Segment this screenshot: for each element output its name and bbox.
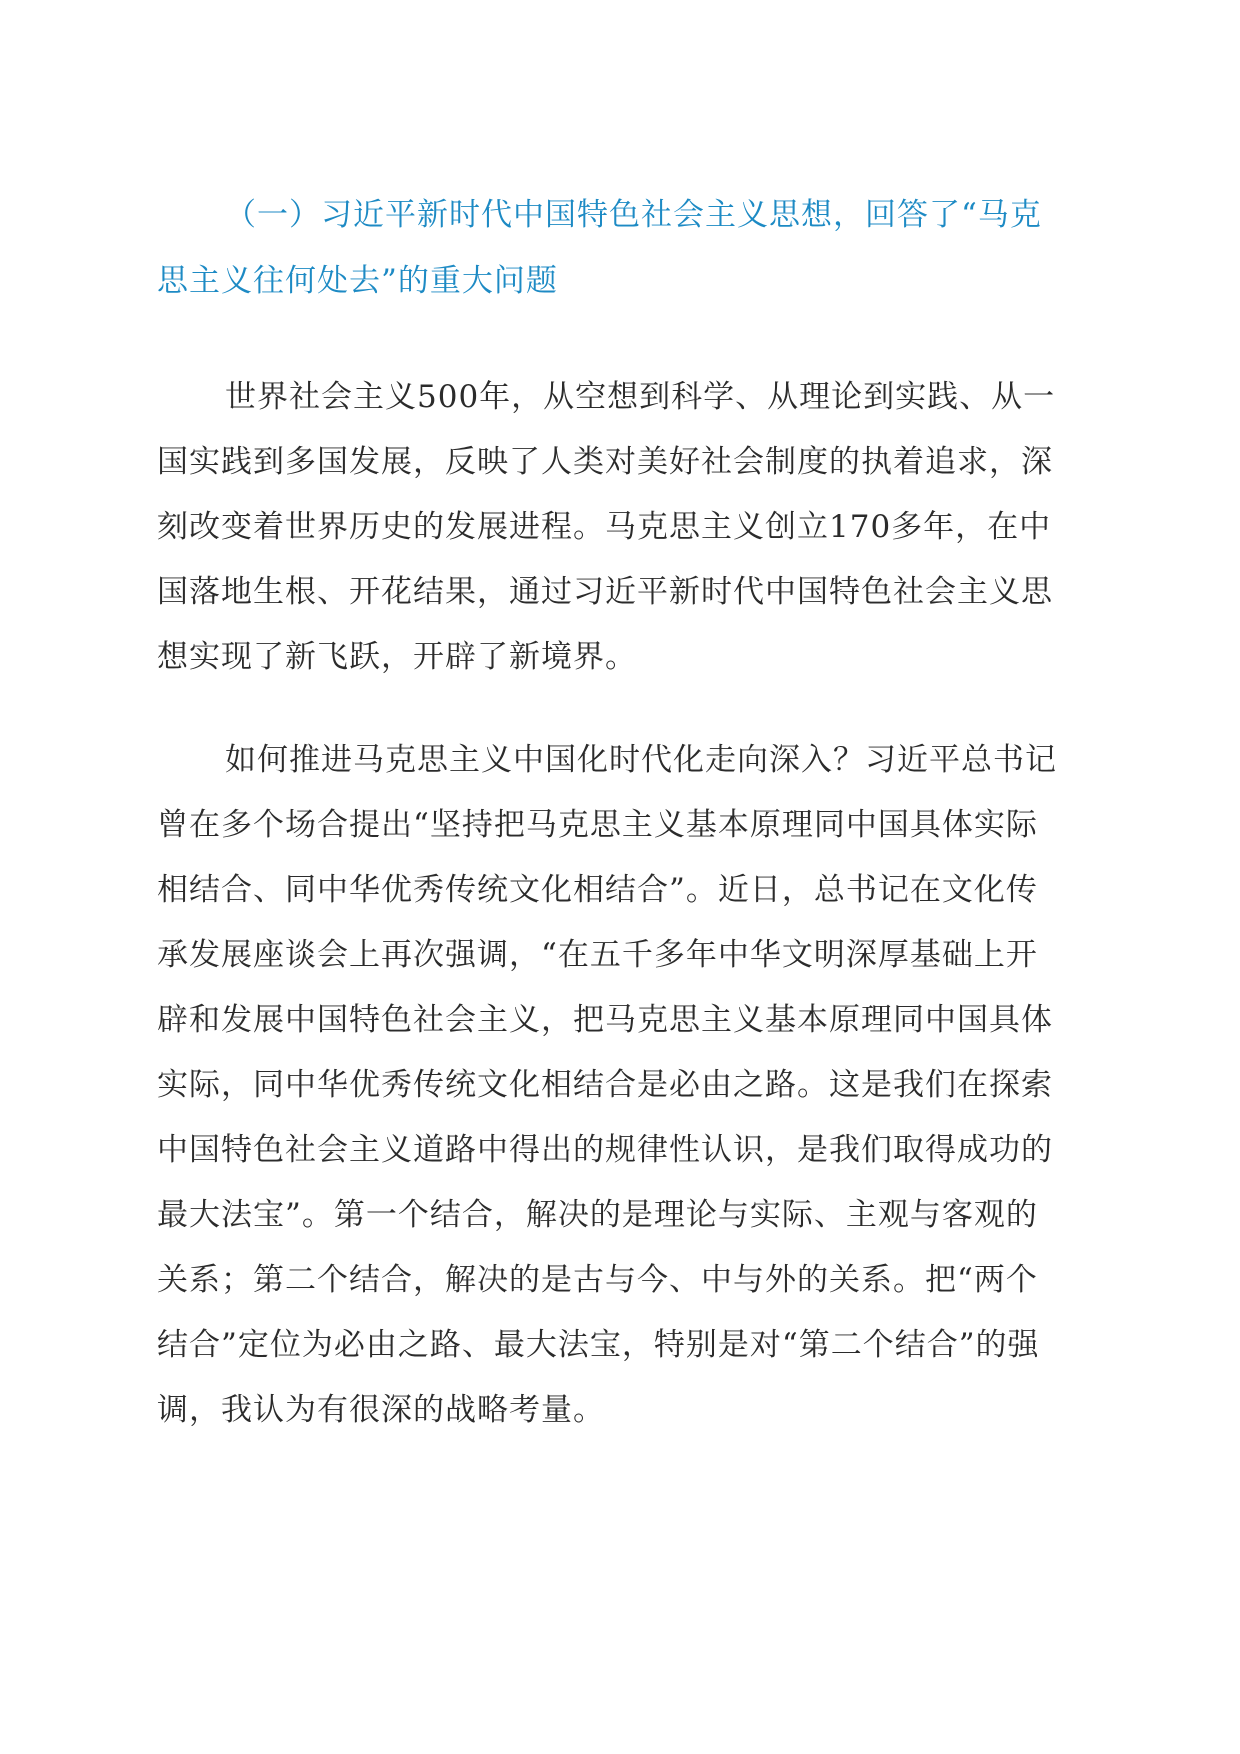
paragraph-two-combinations: 如何推进马克思主义中国化时代化走向深入？习近平总书记曾在多个场合提出“坚持把马克思主义基本原理同中国具体实际相结合、同中华优秀传统文化相结合”。近日，总书记在文化传承发展座谈会上再次强调，“在五千多年中华文明深厚基础上开辟和发展中国特色社会主义，把马克思主义基本原理同中国具体实际，同中华优秀传统文化相结合是必由之路。这是我们在探索中国特色社会主义道路中得出的规律性认识，是我们取得成功的最大法宝”。第一个结合，解决的是理论与实际、主观与客观的关系；第二个结合，解决的是古与今、中与外的关系。把“两个结合”定位为必由之路、最大法宝，特别是对“第二个结合”的强调，我认为有很深的战略考量。 xyxy=(157,742,1057,1428)
section-heading: （一）习近平新时代中国特色社会主义思想，回答了“马克思主义往何处去”的重大问题 xyxy=(157,197,1042,299)
paragraph-world-socialism: 世界社会主义500年，从空想到科学、从理论到实践、从一国实践到多国发展，反映了人类对美好社会制度的执着追求，深刻改变着世界历史的发展进程。马克思主义创立170多年，在中国落地生根、开花结果，通过习近平新时代中国特色社会主义思想实现了新飞跃，开辟了新境界。 xyxy=(157,379,1056,675)
